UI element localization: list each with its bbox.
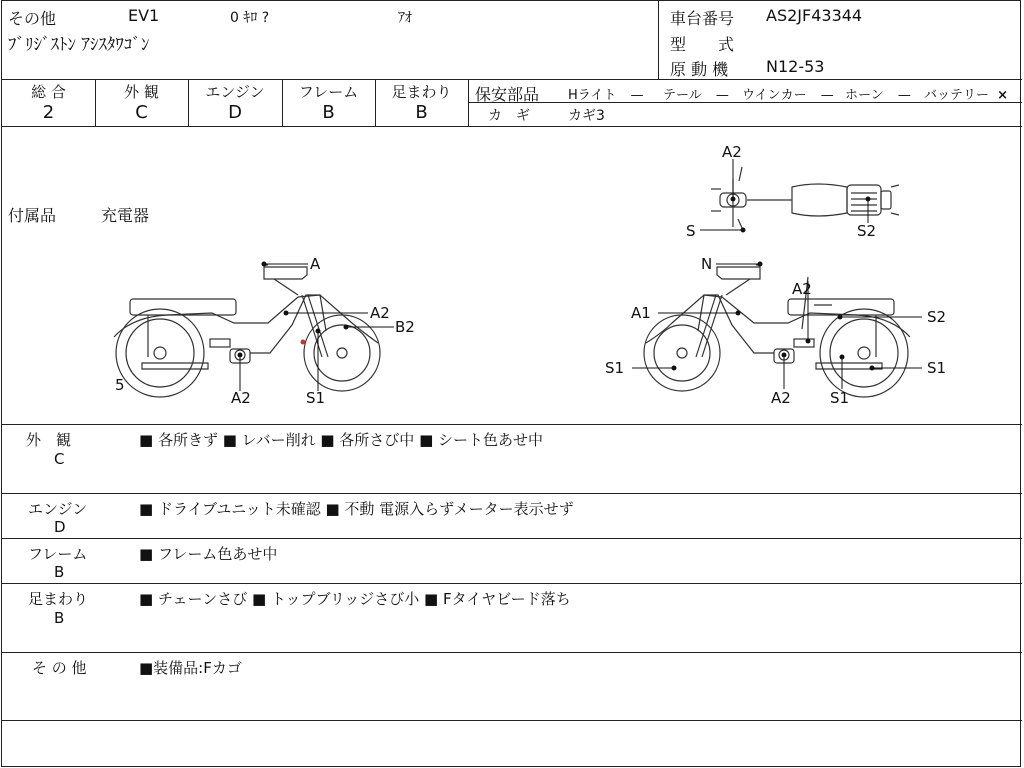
label-left-a2-upper: A2 [370,304,390,322]
note-frame-label: フレーム [28,545,88,563]
label-right-s2: S2 [927,308,947,326]
note-engine-label: エンジン [28,500,88,518]
tail-label: テール [663,88,702,103]
divider [2,424,1022,425]
grade-suspension-label: 足まわり [391,83,452,101]
category-label: その他 [8,9,57,28]
note-other-text: ■装備品:Fカゴ [139,659,242,677]
grade-engine-label: エンジン [205,83,265,101]
note-exterior-label: 外 観 [26,431,72,449]
label-top-a2: A2 [722,143,742,161]
note-exterior-grade: C [54,450,65,468]
grade-overall-label: 総 合 [31,83,66,101]
label-right-a1: A1 [631,304,651,322]
divider [2,652,1022,653]
headlight-value: — [630,88,644,103]
safety-winker [742,84,834,103]
battery-value: × [997,88,1009,103]
grade-exterior-label: 外 観 [124,83,159,101]
header-divider [658,1,659,79]
label-right-a2-lower: A2 [771,389,791,407]
accessories-value: 充電器 [101,206,150,225]
inspection-sheet [1,0,1021,767]
label-left-five: 5 [115,376,125,394]
label-right-s1-bottom: S1 [830,389,850,407]
key-label: カ ギ [488,108,530,124]
safety-headlight [568,84,644,103]
engine-model-label: 原 動 機 [670,60,729,79]
label-right-a2-upper: A2 [792,280,812,298]
label-left-a: A [310,255,321,273]
grade-frame-label: フレーム [298,83,359,101]
top-view-scooter [711,167,899,230]
right-side-scooter [644,265,910,397]
horn-label: ホーン [845,88,884,103]
grade-engine-value: D [228,102,242,123]
grade-overall-value: 2 [42,102,55,123]
divider [2,538,1022,539]
divider [2,720,1022,721]
frame-number-value: AS2JF43344 [766,6,863,25]
safety-parts-label: 保安部品 [475,85,540,104]
safety-tail [663,84,729,103]
note-frame-grade: B [54,563,65,581]
label-right-s1-right: S1 [927,359,947,377]
note-suspension-grade: B [54,609,65,627]
tail-value: — [715,88,729,103]
note-engine-grade: D [54,518,66,536]
left-side-scooter [114,265,380,397]
safety-battery [924,84,1008,103]
label-right-n: N [701,255,713,273]
winker-label: ウインカー [742,88,807,103]
note-suspension-label: 足まわり [28,590,89,608]
battery-label: バッテリー [924,88,990,103]
divider [2,79,1022,80]
safety-horn [845,84,911,103]
note-frame-text: ■ フレーム色あせ中 [139,545,278,563]
damage-mark [301,340,306,345]
label-left-a2-lower: A2 [231,389,251,407]
type-label: 型 式 [670,35,735,54]
note-suspension-text: ■ チェーンさび ■ トップブリッジさび小 ■ Fタイヤビード落ち [139,590,571,608]
label-left-b2: B2 [395,318,415,336]
winker-value: — [820,88,834,103]
label-top-s: S [686,222,696,240]
key-value: カギ3 [568,108,605,124]
label-right-s1-left: S1 [605,359,625,377]
divider [2,583,1022,584]
headlight-label: Hライト [568,88,617,103]
note-engine-text: ■ ドライブユニット未確認 ■ 不動 電源入らずメーター表示せず [139,500,574,518]
mileage-value: 0 ｷﾛ ? [230,10,270,26]
color-value: ｱｵ [398,10,412,26]
divider [2,493,1022,494]
damage-diagram [2,127,1022,424]
label-left-s1: S1 [306,389,326,407]
note-other-label: そ の 他 [32,659,87,677]
engine-model-value: N12-53 [766,57,825,76]
code-value: EV1 [128,6,160,25]
accessories-label: 付属品 [8,206,57,225]
label-top-s2: S2 [857,222,877,240]
leader-lines [238,159,922,391]
grade-suspension-value: B [415,102,428,123]
grade-exterior-value: C [135,102,148,123]
frame-number-label: 車台番号 [670,9,735,28]
horn-value: — [897,88,911,103]
model-name: ﾌﾞﾘｼﾞｽﾄﾝ ｱｼｽﾀﾜｺﾞﾝ [8,35,150,55]
grade-frame-value: B [322,102,335,123]
note-exterior-text: ■ 各所きず ■ レバー削れ ■ 各所さび中 ■ シート色あせ中 [139,431,544,449]
